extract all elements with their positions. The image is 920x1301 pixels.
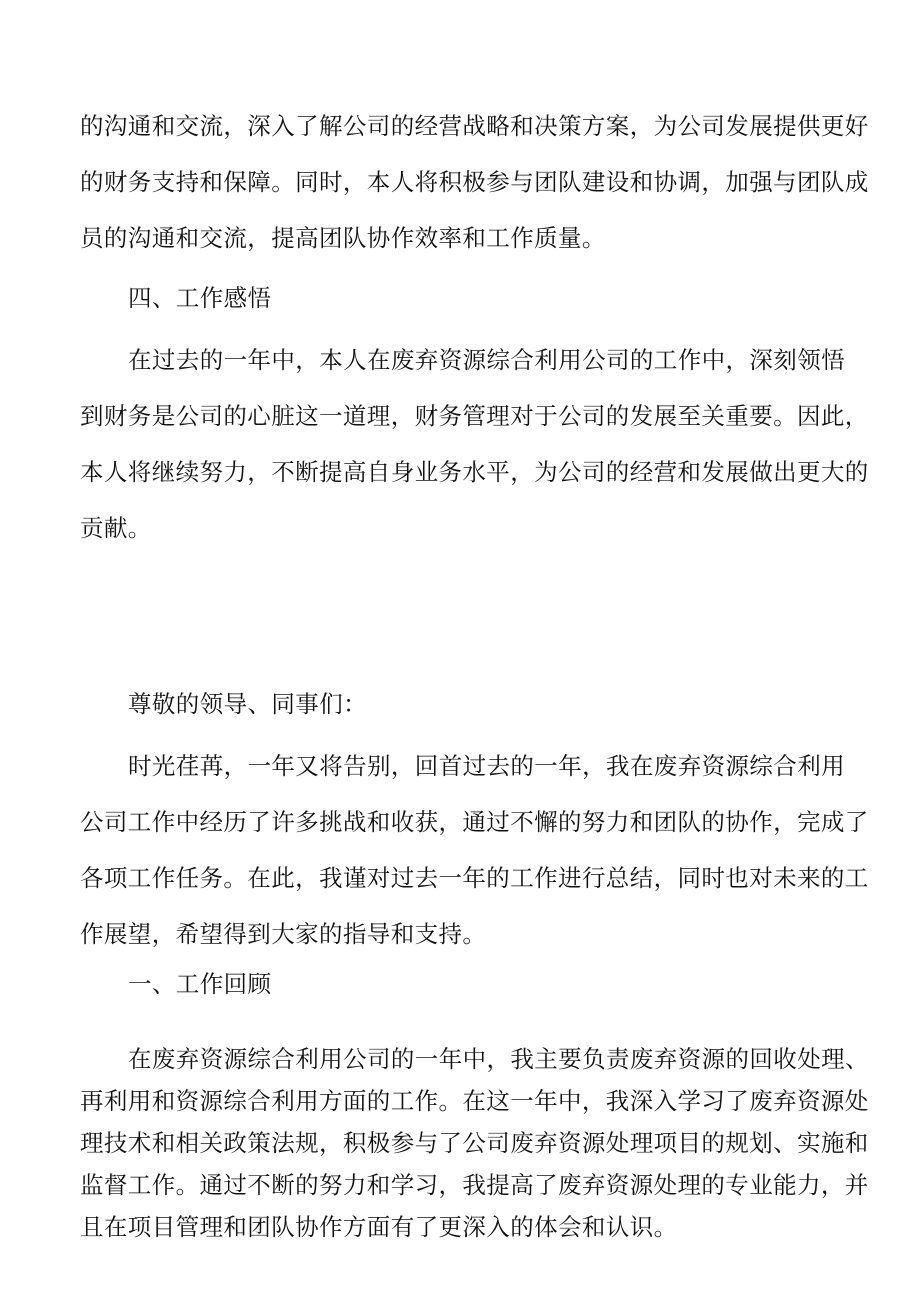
- section-one-paragraph: [80, 1038, 869, 1248]
- paragraph-line: 理技术和相关政策法规，积极参与了公司废弃资源处理项目的规划、实施和: [80, 1129, 869, 1157]
- paragraph-line: 且在项目管理和团队协作方面有了更深入的体会和认识。: [80, 1213, 678, 1241]
- paragraph-line: 的财务支持和保障。同时，本人将积极参与团队建设和协调，加强与团队成: [80, 168, 869, 196]
- paragraph-line: 公司工作中经历了许多挑战和收获，通过不懈的努力和团队的协作，完成了: [80, 808, 869, 836]
- paragraph-line: 再利用和资源综合利用方面的工作。在这一年中，我深入学习了废弃资源处: [80, 1087, 869, 1115]
- paragraph-line: 作展望，希望得到大家的指导和支持。: [80, 920, 487, 948]
- section-one-heading-block: [80, 956, 840, 1012]
- section-four-heading-block: [80, 270, 840, 326]
- paragraph-line: 时光荏苒，一年又将告别，回首过去的一年，我在废弃资源综合利用: [128, 752, 845, 780]
- paragraph-line: 各项工作任务。在此，我谨对过去一年的工作进行总结，同时也对未来的工: [80, 864, 869, 892]
- paragraph-line: 员的沟通和交流，提高团队协作效率和工作质量。: [80, 224, 606, 252]
- paragraph-line: 监督工作。通过不断的努力和学习，我提高了废弃资源处理的专业能力，并: [80, 1171, 869, 1199]
- section-heading: 一、工作回顾: [128, 970, 272, 998]
- salutation-block: [80, 676, 840, 732]
- continuation-paragraph: [80, 98, 869, 266]
- section-four-paragraph: [80, 332, 869, 556]
- salutation: 尊敬的领导、同事们：: [128, 690, 367, 718]
- paragraph-line: 到财务是公司的心脏这一道理，财务管理对于公司的发展至关重要。因此，: [80, 402, 869, 430]
- intro-paragraph: [80, 738, 869, 962]
- paragraph-line: 本人将继续努力，不断提高自身业务水平，为公司的经营和发展做出更大的: [80, 458, 869, 486]
- paragraph-line: 在废弃资源综合利用公司的一年中，我主要负责废弃资源的回收处理、: [128, 1045, 869, 1073]
- paragraph-line: 贡献。: [80, 514, 152, 542]
- paragraph-line: 在过去的一年中，本人在废弃资源综合利用公司的工作中，深刻领悟: [128, 346, 845, 374]
- paragraph-line: 的沟通和交流，深入了解公司的经营战略和决策方案，为公司发展提供更好: [80, 112, 869, 140]
- section-heading: 四、工作感悟: [128, 284, 272, 312]
